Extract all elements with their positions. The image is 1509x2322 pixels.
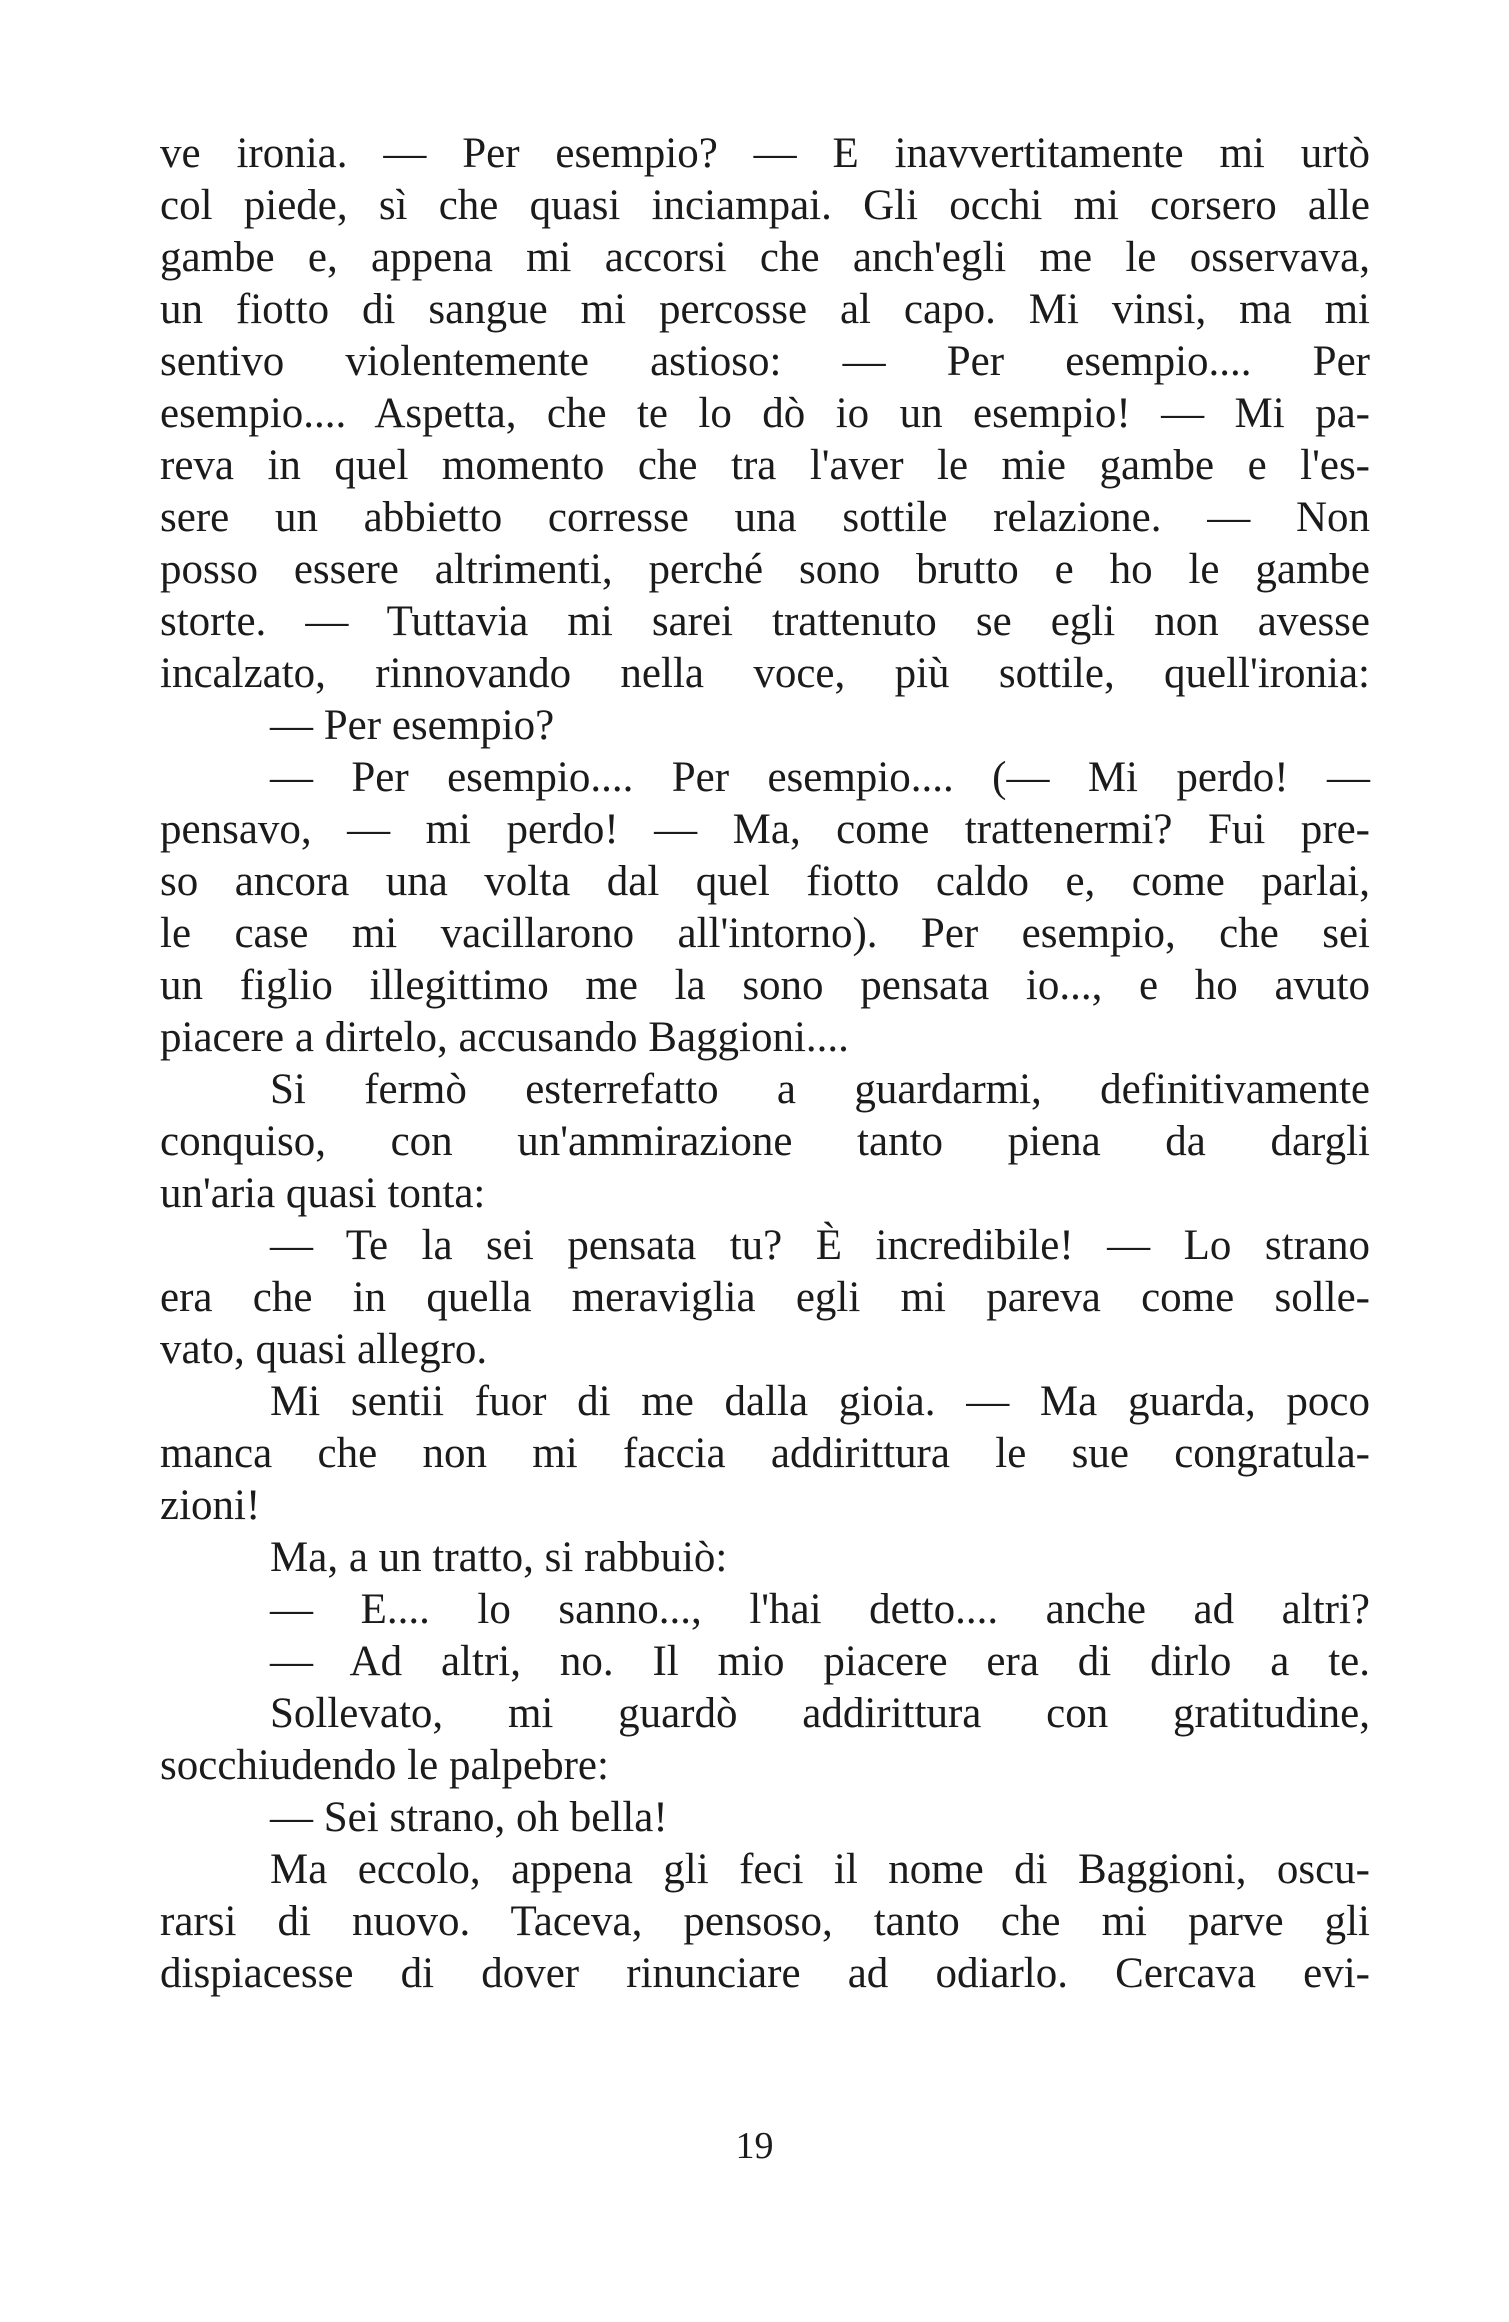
- text-line-20: conquiso, con un'ammirazione tanto piena da dargli: [160, 1118, 1370, 1165]
- text-line-13: — Per esempio.... Per esempio.... (— Mi perdo! —: [270, 754, 1370, 801]
- text-line-17: un figlio illegittimo me la sono pensata io..., e ho avuto: [160, 962, 1370, 1009]
- text-line-7: reva in quel momento che tra l'aver le mie gambe e l'es-: [160, 442, 1370, 489]
- text-line-25: Mi sentii fuor di me dalla gioia. — Ma guarda, poco: [270, 1378, 1370, 1425]
- text-line-14: pensavo, — mi perdo! — Ma, come trattenermi? Fui pre-: [160, 806, 1370, 853]
- text-line-26: manca che non mi faccia addirittura le sue congratula-: [160, 1430, 1370, 1477]
- text-line-29: — E.... lo sanno..., l'hai detto.... anche ad altri?: [270, 1586, 1370, 1633]
- text-line-16: le case mi vacillarono all'intorno). Per esempio, che sei: [160, 910, 1370, 957]
- page-number: 19: [735, 2125, 774, 2167]
- text-line-28: Ma, a un tratto, si rabbuiò:: [270, 1534, 728, 1581]
- text-line-12: — Per esempio?: [270, 702, 555, 749]
- text-line-5: sentivo violentemente astioso: — Per esempio.... Per: [160, 338, 1370, 385]
- text-line-32: socchiudendo le palpebre:: [160, 1742, 609, 1789]
- text-line-24: vato, quasi allegro.: [160, 1326, 488, 1373]
- text-line-9: posso essere altrimenti, perché sono brutto e ho le gambe: [160, 546, 1370, 593]
- text-line-21: un'aria quasi tonta:: [160, 1170, 486, 1217]
- text-line-1: ve ironia. — Per esempio? — E inavvertitamente mi urtò: [160, 130, 1370, 177]
- text-line-22: — Te la sei pensata tu? È incredibile! — Lo strano: [270, 1222, 1370, 1269]
- text-line-34: Ma eccolo, appena gli feci il nome di Baggioni, oscu-: [270, 1846, 1370, 1893]
- text-line-35: rarsi di nuovo. Taceva, pensoso, tanto che mi parve gli: [160, 1898, 1370, 1945]
- text-line-18: piacere a dirtelo, accusando Baggioni....: [160, 1014, 849, 1061]
- text-line-8: sere un abbietto corresse una sottile relazione. — Non: [160, 494, 1370, 541]
- text-line-27: zioni!: [160, 1482, 261, 1529]
- text-line-11: incalzato, rinnovando nella voce, più sottile, quell'ironia:: [160, 650, 1370, 697]
- text-line-10: storte. — Tuttavia mi sarei trattenuto se egli non avesse: [160, 598, 1370, 645]
- text-line-36: dispiacesse di dover rinunciare ad odiarlo. Cercava evi-: [160, 1950, 1370, 1997]
- text-line-31: Sollevato, mi guardò addirittura con gratitudine,: [270, 1690, 1370, 1737]
- text-line-30: — Ad altri, no. Il mio piacere era di dirlo a te.: [270, 1638, 1370, 1685]
- text-line-2: col piede, sì che quasi inciampai. Gli occhi mi corsero alle: [160, 182, 1370, 229]
- text-line-3: gambe e, appena mi accorsi che anch'egli me le osservava,: [160, 234, 1370, 281]
- text-line-33: — Sei strano, oh bella!: [270, 1794, 668, 1841]
- text-line-6: esempio.... Aspetta, che te lo dò io un esempio! — Mi pa-: [160, 390, 1370, 437]
- text-line-19: Si fermò esterrefatto a guardarmi, definitivamente: [270, 1066, 1370, 1113]
- text-line-23: era che in quella meraviglia egli mi pareva come solle-: [160, 1274, 1370, 1321]
- text-line-15: so ancora una volta dal quel fiotto caldo e, come parlai,: [160, 858, 1370, 905]
- text-line-4: un fiotto di sangue mi percosse al capo. Mi vinsi, ma mi: [160, 286, 1370, 333]
